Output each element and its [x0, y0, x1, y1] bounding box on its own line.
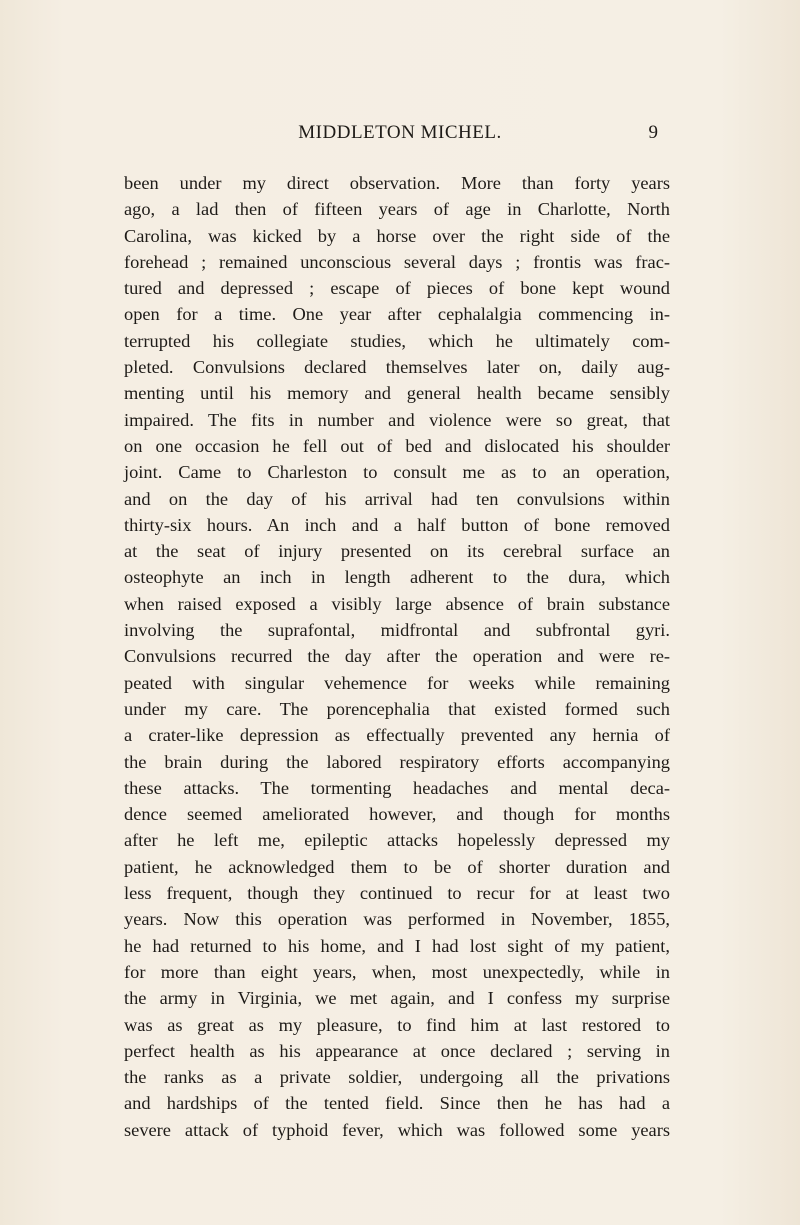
text-line: at the seat of injury presented on its cerebral surface an: [124, 541, 670, 562]
text-line: ago, a lad then of fifteen years of age in Charlotte, North: [124, 199, 670, 220]
text-line: peated with singular vehemence for weeks while remaining: [124, 672, 670, 693]
text-line: less frequent, though they continued to recur for at least two: [124, 883, 670, 904]
text-line: impaired. The fits in number and violence were so great, that: [124, 409, 670, 430]
text-line: when raised exposed a visibly large absence of brain substance: [124, 593, 670, 614]
text-line: severe attack of typhoid fever, which was followed some years: [124, 1119, 670, 1140]
text-line: he had returned to his home, and I had lost sight of my patient,: [124, 935, 670, 956]
text-line: tured and depressed ; escape of pieces of bone kept wound: [124, 278, 670, 299]
text-line: Carolina, was kicked by a horse over the right side of the: [124, 225, 670, 246]
text-line: menting until his memory and general health became sensibly: [124, 383, 670, 404]
text-line: the brain during the labored respiratory efforts accompanying: [124, 751, 670, 772]
text-line: these attacks. The tormenting headaches and mental deca-: [124, 777, 670, 798]
text-line: terrupted his collegiate studies, which he ultimately com-: [124, 330, 670, 351]
text-line: forehead ; remained unconscious several days ; frontis was frac-: [124, 251, 670, 272]
text-line: involving the suprafontal, midfrontal and subfrontal gyri.: [124, 620, 670, 641]
body-paragraph: [124, 170, 670, 1143]
text-line: osteophyte an inch in length adherent to the dura, which: [124, 567, 670, 588]
text-line: been under my direct observation. More than forty years: [124, 173, 670, 193]
text-line: after he left me, epileptic attacks hopelessly depressed my: [124, 830, 670, 851]
text-line: joint. Came to Charleston to consult me as to an operation,: [124, 462, 670, 483]
text-line: patient, he acknowledged them to be of shorter duration and: [124, 856, 670, 877]
text-line: and hardships of the tented field. Since then he has had a: [124, 1093, 670, 1114]
text-line: perfect health as his appearance at once declared ; serving in: [124, 1040, 670, 1061]
text-line: thirty-six hours. An inch and a half button of bone removed: [124, 514, 670, 535]
text-line: was as great as my pleasure, to find him at last restored to: [124, 1014, 670, 1035]
text-line: under my care. The porencephalia that existed formed such: [124, 698, 670, 719]
text-line: on one occasion he fell out of bed and dislocated his shoulder: [124, 435, 670, 456]
text-line: years. Now this operation was performed in November, 1855,: [124, 909, 670, 930]
text-line: dence seemed ameliorated however, and though for months: [124, 804, 670, 825]
text-line: a crater-like depression as effectually prevented any hernia of: [124, 725, 670, 746]
running-title: MIDDLETON MICHEL.: [298, 122, 502, 143]
text-line: the ranks as a private soldier, undergoing all the privations: [124, 1067, 670, 1088]
text-line: the army in Virginia, we met again, and I confess my surprise: [124, 988, 670, 1009]
text-line: open for a time. One year after cephalalgia commencing in-: [124, 304, 670, 325]
text-line: and on the day of his arrival had ten convulsions within: [124, 488, 670, 509]
text-line: pleted. Convulsions declared themselves later on, daily aug-: [124, 357, 670, 378]
running-head: [150, 120, 658, 146]
page-number: 9: [648, 122, 658, 143]
text-line: for more than eight years, when, most unexpectedly, while in: [124, 961, 670, 982]
text-line: Convulsions recurred the day after the operation and were re-: [124, 646, 670, 667]
